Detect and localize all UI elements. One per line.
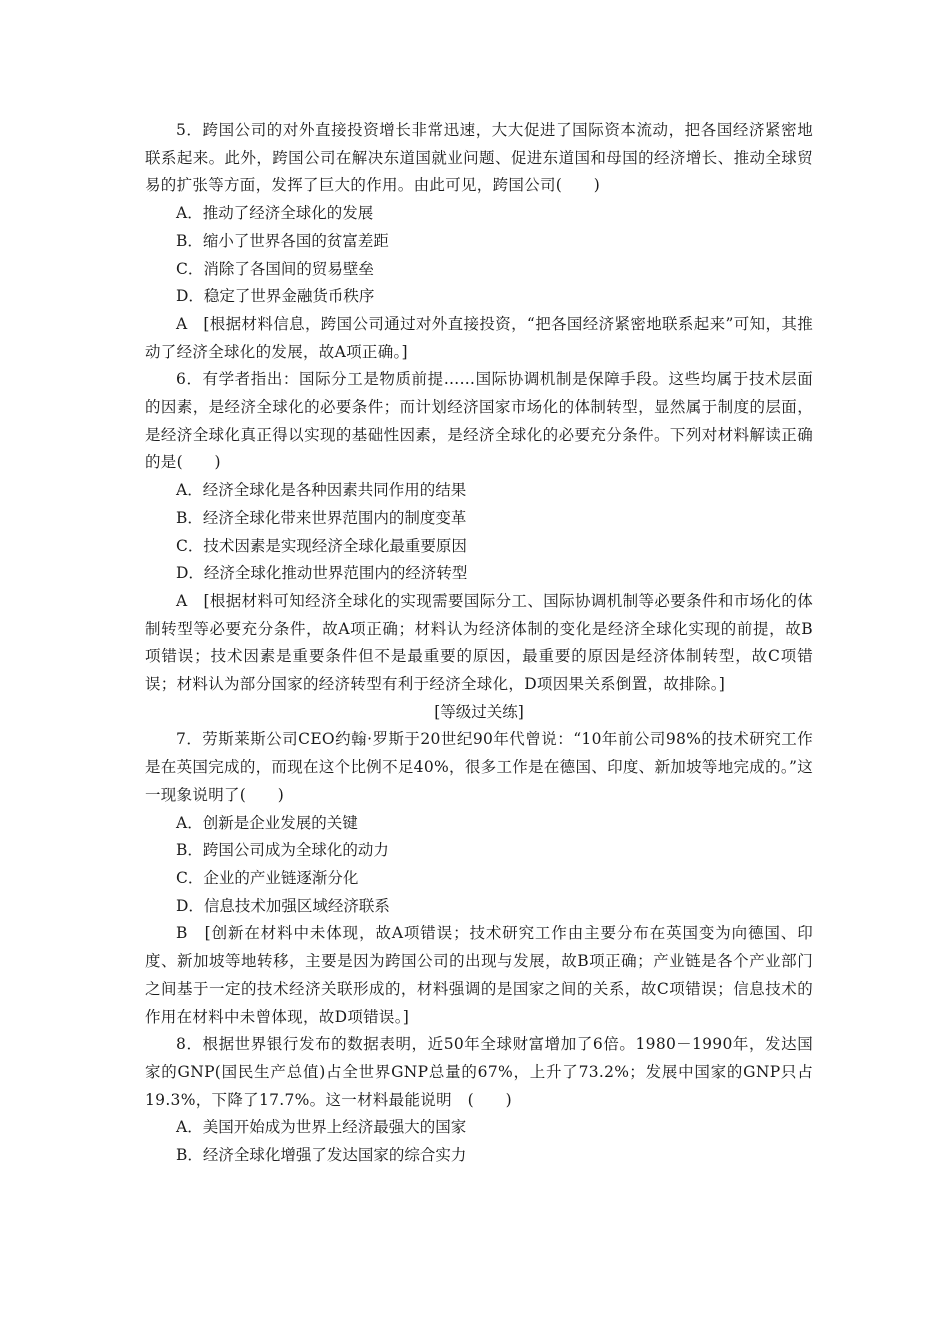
question-7-answer: B [创新在材料中未体现，故A项错误；技术研究工作由主要分布在英国变为向德国、印度、新加坡等地转移，主要是因为跨国公司的出现与发展，故B项正确；产业链是各个产业部门之间基于一定的技术经济关联形成的，材料强调的是国家之间的关系，故C项错误；信息技术的作用在材料中未曾体现，故D项错误。] bbox=[145, 924, 813, 1026]
question-7-option-c: C．企业的产业链逐渐分化 bbox=[176, 868, 359, 887]
question-5-answer: A [根据材料信息，跨国公司通过对外直接投资，“把各国经济紧密地联系起来”可知，其推动了经济全球化的发展，故A项正确。] bbox=[145, 314, 813, 361]
question-6-option-d: D．经济全球化推动世界范围内的经济转型 bbox=[176, 564, 468, 583]
question-8-stem: 8．根据世界银行发布的数据表明，近50年全球财富增加了6倍。1980－1990年，发达国家的GNP(国民生产总值)占全世界GNP总量的67%，上升了73.2%；发展中国家的GNP只占19.3%，下降了17.7%。这一材料最能说明 ( ) bbox=[145, 1035, 813, 1109]
document-page bbox=[145, 117, 813, 1170]
question-8-option-a: A．美国开始成为世界上经济最强大的国家 bbox=[176, 1118, 467, 1137]
question-6-option-c: C．技术因素是实现经济全球化最重要原因 bbox=[176, 536, 467, 555]
question-7-option-a: A．创新是企业发展的关键 bbox=[176, 813, 358, 832]
question-5-option-d: D．稳定了世界金融货币秩序 bbox=[176, 287, 375, 306]
question-5-option-c: C．消除了各国间的贸易壁垒 bbox=[176, 259, 374, 278]
question-7-option-d: D．信息技术加强区域经济联系 bbox=[176, 896, 390, 915]
question-8-option-b: B．经济全球化增强了发达国家的综合实力 bbox=[176, 1146, 467, 1165]
question-7-stem: 7．劳斯莱斯公司CEO约翰·罗斯于20世纪90年代曾说：“10年前公司98%的技术研究工作是在英国完成的，而现在这个比例不足40%，很多工作是在德国、印度、新加坡等地完成的。”这一现象说明了( ) bbox=[145, 730, 813, 804]
question-5-option-b: B．缩小了世界各国的贫富差距 bbox=[176, 231, 389, 250]
question-7-option-b: B．跨国公司成为全球化的动力 bbox=[176, 841, 389, 860]
question-6-option-a: A．经济全球化是各种因素共同作用的结果 bbox=[176, 481, 467, 500]
question-6-answer: A [根据材料可知经济全球化的实现需要国际分工、国际协调机制等必要条件和市场化的体制转型等必要充分条件，故A项正确；材料认为经济体制的变化是经济全球化实现的前提，故B项错误；技术因素是重要条件但不是最重要的原因，最重要的原因是经济体制转型，故C项错误；材料认为部分国家的经济转型有利于经济全球化，D项因果关系倒置，故排除。] bbox=[145, 591, 813, 694]
question-5-option-a: A．推动了经济全球化的发展 bbox=[176, 204, 374, 223]
section-title: [等级过关练] bbox=[434, 702, 524, 721]
question-6-stem: 6．有学者指出：国际分工是物质前提……国际协调机制是保障手段。这些均属于技术层面的因素，是经济全球化的必要条件；而计划经济国家市场化的体制转型，显然属于制度的层面，是经济全球化真正得以实现的基础性因素，是经济全球化的必要充分条件。下列对材料解读正确的是( ) bbox=[145, 370, 813, 472]
question-6-option-b: B．经济全球化带来世界范围内的制度变革 bbox=[176, 508, 467, 527]
question-5-stem: 5．跨国公司的对外直接投资增长非常迅速，大大促进了国际资本流动，把各国经济紧密地联系起来。此外，跨国公司在解决东道国就业问题、促进东道国和母国的经济增长、推动全球贸易的扩张等方面，发挥了巨大的作用。由此可见，跨国公司( ) bbox=[145, 121, 813, 195]
